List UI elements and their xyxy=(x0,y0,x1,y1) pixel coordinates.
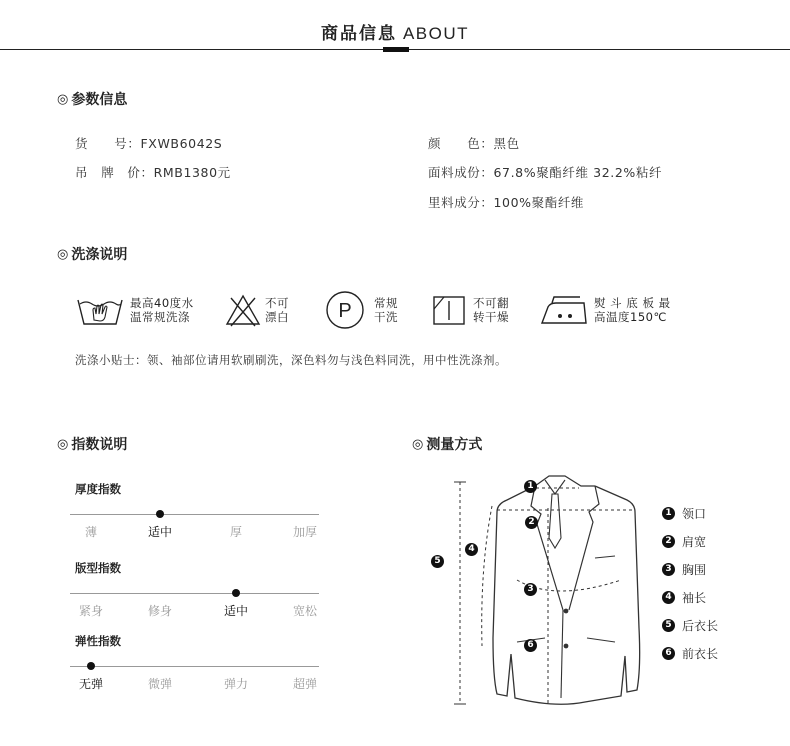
jacket-diagram xyxy=(445,468,645,708)
wash-item-dry-clean xyxy=(324,290,398,330)
index-section-title xyxy=(57,434,127,454)
legend-label: 领口 xyxy=(682,507,707,521)
fabric-composition: 面料成份：67.8%聚酯纤维 32.2%粘纤 xyxy=(428,165,663,180)
page-header xyxy=(0,0,790,60)
legend-number: 3 xyxy=(662,563,675,576)
marker-6: 6 xyxy=(524,639,537,652)
wash-label-line2: 干洗 xyxy=(374,310,398,324)
wash-label-line1: 不可翻 xyxy=(473,296,509,310)
scale-option: 厚 xyxy=(229,525,242,539)
item-number: 货 号：FXWB6042S xyxy=(75,136,223,151)
scale-option: 超弹 xyxy=(292,677,317,691)
legend-label: 胸围 xyxy=(682,563,707,577)
scale-option: 宽松 xyxy=(292,604,317,618)
scale-track xyxy=(70,666,319,667)
wash-item-handwash xyxy=(76,290,194,330)
color-value: 颜 色：黑色 xyxy=(428,136,520,151)
wash-label-line2: 漂白 xyxy=(265,310,289,324)
scale-option: 适中 xyxy=(147,525,172,539)
marker-1: 1 xyxy=(524,480,537,493)
scale-marker xyxy=(232,589,240,597)
scale-title: 弹性指数 xyxy=(75,634,121,648)
wash-label-line1: 不可 xyxy=(265,296,289,310)
marker-2: 2 xyxy=(525,516,538,529)
bullseye-icon: ◎ xyxy=(57,436,69,452)
scale-marker xyxy=(156,510,164,518)
legend-item xyxy=(662,645,718,662)
iron-icon xyxy=(540,293,588,327)
scale-option: 无弹 xyxy=(78,677,103,691)
legend-item xyxy=(662,617,718,634)
header-title-en: ABOUT xyxy=(402,24,470,43)
lining-composition: 里料成分：100%聚酯纤维 xyxy=(428,195,585,210)
scale-title: 版型指数 xyxy=(75,561,121,575)
wash-label-line1: 常规 xyxy=(374,296,398,310)
wash-section-title xyxy=(57,244,127,264)
index-title-text: 指数说明 xyxy=(71,437,128,453)
no-bleach-icon xyxy=(225,293,261,327)
wash-label-line2: 转干燥 xyxy=(473,310,509,324)
wash-label-line1: 最高40度水 xyxy=(130,296,194,310)
scale-title: 厚度指数 xyxy=(75,482,121,496)
legend-number: 4 xyxy=(662,591,675,604)
scale-option: 修身 xyxy=(147,604,172,618)
measure-title-text: 测量方式 xyxy=(426,437,483,453)
legend-number: 2 xyxy=(662,535,675,548)
wash-label-line1: 熨 斗 底 板 最 xyxy=(594,296,671,310)
wash-title-text: 洗涤说明 xyxy=(71,247,128,263)
bullseye-icon: ◎ xyxy=(412,436,424,452)
bullseye-icon: ◎ xyxy=(57,91,69,107)
legend-number: 1 xyxy=(662,507,675,520)
scale-track xyxy=(70,593,319,594)
legend-item xyxy=(662,505,706,522)
no-tumble-dry-icon xyxy=(432,293,466,327)
scale-option: 薄 xyxy=(84,525,97,539)
wash-item-no-tumble xyxy=(432,290,509,330)
scale-option: 弹力 xyxy=(223,677,248,691)
legend-item xyxy=(662,589,706,606)
wash-item-no-bleach xyxy=(225,290,289,330)
measure-section-title xyxy=(412,434,482,454)
legend-label: 肩宽 xyxy=(682,535,707,549)
wash-item-iron xyxy=(540,290,671,330)
dry-clean-p-icon xyxy=(324,290,366,330)
legend-label: 前衣长 xyxy=(682,647,719,661)
bullseye-icon: ◎ xyxy=(57,246,69,262)
marker-5: 5 xyxy=(431,555,444,568)
legend-label: 袖长 xyxy=(682,591,707,605)
marker-4: 4 xyxy=(465,543,478,556)
header-accent-bar xyxy=(383,47,409,52)
marker-3: 3 xyxy=(524,583,537,596)
legend-number: 5 xyxy=(662,619,675,632)
wash-tip: 洗涤小贴士：领、袖部位请用软刷刷洗，深色料勿与浅色料同洗，用中性洗涤剂。 xyxy=(75,353,507,367)
legend-item xyxy=(662,561,706,578)
params-section-title xyxy=(57,89,127,109)
scale-option: 加厚 xyxy=(292,525,317,539)
scale-marker xyxy=(87,662,95,670)
header-title-cn: 商品信息 xyxy=(320,24,397,44)
scale-option: 微弹 xyxy=(147,677,172,691)
scale-option: 紧身 xyxy=(78,604,103,618)
legend-item xyxy=(662,533,706,550)
header-title xyxy=(0,19,790,44)
scale-option: 适中 xyxy=(223,604,248,618)
svg-text:P: P xyxy=(338,300,352,322)
wash-label-line2: 温常规洗涤 xyxy=(130,310,190,324)
hand-wash-icon xyxy=(76,292,124,328)
wash-label-line2: 高温度150℃ xyxy=(594,310,667,324)
params-title-text: 参数信息 xyxy=(71,92,128,108)
tag-price: 吊 牌 价：RMB1380元 xyxy=(75,165,231,180)
legend-number: 6 xyxy=(662,647,675,660)
scale-track xyxy=(70,514,319,515)
legend-label: 后衣长 xyxy=(682,619,719,633)
